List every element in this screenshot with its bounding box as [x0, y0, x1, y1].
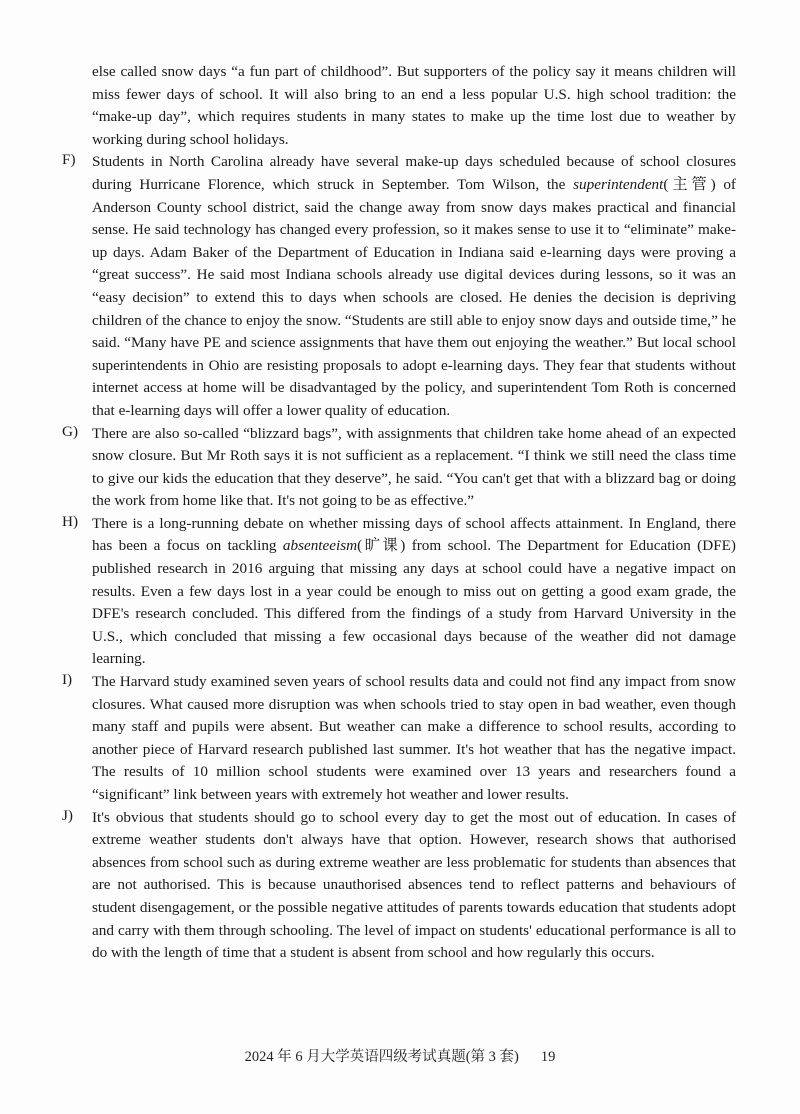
- glossed-term: absenteeism: [282, 537, 358, 555]
- footer-title: 2024 年 6 月大学英语四级考试真题(第 3 套): [244, 1049, 519, 1065]
- paragraph-text: There is a long-running debate on whether missing days of school affects attainment. In England, there has been a focus on tackling absenteeism(旷课) from school. The Department for Education (DFE) published research in 2016 arguing that missing any days at school could have a negative impact on results. Even a few days lost in a year could be enough to miss out on getting a good exam grade, the DFE's research concluded. This differed from the findings of a study from Harvard University in the U.S., which concluded that missing a few occasional days because of the weather did not damage learning.: [92, 514, 736, 668]
- paragraph-label: H): [62, 512, 79, 530]
- passage-body: [62, 61, 736, 965]
- paragraph-label: F): [62, 151, 76, 169]
- paragraph-G: [62, 423, 736, 513]
- chinese-gloss: (旷课): [357, 537, 406, 555]
- paragraph-text: else called snow days “a fun part of childhood”. But supporters of the policy say it means children will miss fewer days of school. It will also bring to an end a less popular U.S. high school tradition: the “make-up day”, which requires students in many states to make up the time lost due to weather by working during school holidays.: [92, 63, 736, 148]
- paragraph-J: [62, 807, 736, 965]
- paragraph-label: J): [62, 806, 73, 824]
- paragraph-text: There are also so-called “blizzard bags”, with assignments that children take home ahead of an expected snow closure. But Mr Roth says it is not sufficient as a replacement. “I think we still need the class time to give our kids the education that they deserve”, he said. “You can't get that with a blizzard bag or doing the work from home like that. It's not going to be as effective.”: [92, 424, 736, 510]
- paragraph-H: [62, 513, 736, 671]
- paragraph-F: [62, 151, 736, 422]
- paragraph-label: I): [62, 671, 73, 689]
- paragraph-text: The Harvard study examined seven years of school results data and could not find any impact from snow closures. What caused more disruption was when schools tried to stay open in bad weather, even though many staff and pupils were absent. But weather can make a difference to school results, according to another piece of Harvard research published last summer. It's hot weather that has the negative impact. The results of 10 million school students were examined over 13 years and researchers found a “significant” link between years with extremely hot weather and lower results.: [92, 673, 736, 803]
- chinese-gloss: (主管): [663, 175, 716, 193]
- paragraph-continuation: [62, 61, 736, 151]
- page-footer: [0, 1045, 800, 1066]
- paragraph-text: Students in North Carolina already have several make-up days scheduled because of school closures during Hurricane Florence, which struck in September. Tom Wilson, the superintendent(主管) of Anderson County school district, said the change away from snow days makes practical and financial sense. He said technology has changed every profession, so it makes sense to use it to “eliminate” make-up days. Adam Baker of the Department of Education in Indiana said e-learning days were proving a “great success”. He said most Indiana schools already use digital devices during lessons, so it was an “easy decision” to extend this to days when schools are closed. He denies the decision is depriving children of the chance to enjoy the snow. “Students are still able to enjoy snow days and outside time,” he said. “Many have PE and science assignments that have them out enjoying the weather.” But local school superintendents in Ohio are resisting proposals to adopt e-learning days. They fear that students without internet access at home will be disadvantaged by the policy, and superintendent Tom Roth is concerned that e-learning days will offer a lower quality of education.: [92, 153, 736, 419]
- page-number: 19: [540, 1049, 556, 1065]
- glossed-term: superintendent: [573, 175, 664, 193]
- paragraph-I: [62, 671, 736, 807]
- paragraph-text: It's obvious that students should go to school every day to get the most out of education. In cases of extreme weather students don't always have that option. However, research shows that authorised absences from school such as during extreme weather are less problematic for students than absences that are not authorised. This is because unauthorised absences tend to reflect patterns and behaviours of student disengagement, or the possible negative attitudes of parents towards education that students adopt and carry with them through schooling. The level of impact on students' educational performance is all to do with the length of time that a student is absent from school and how regularly this occurs.: [92, 808, 736, 962]
- paragraph-label: G): [62, 422, 79, 440]
